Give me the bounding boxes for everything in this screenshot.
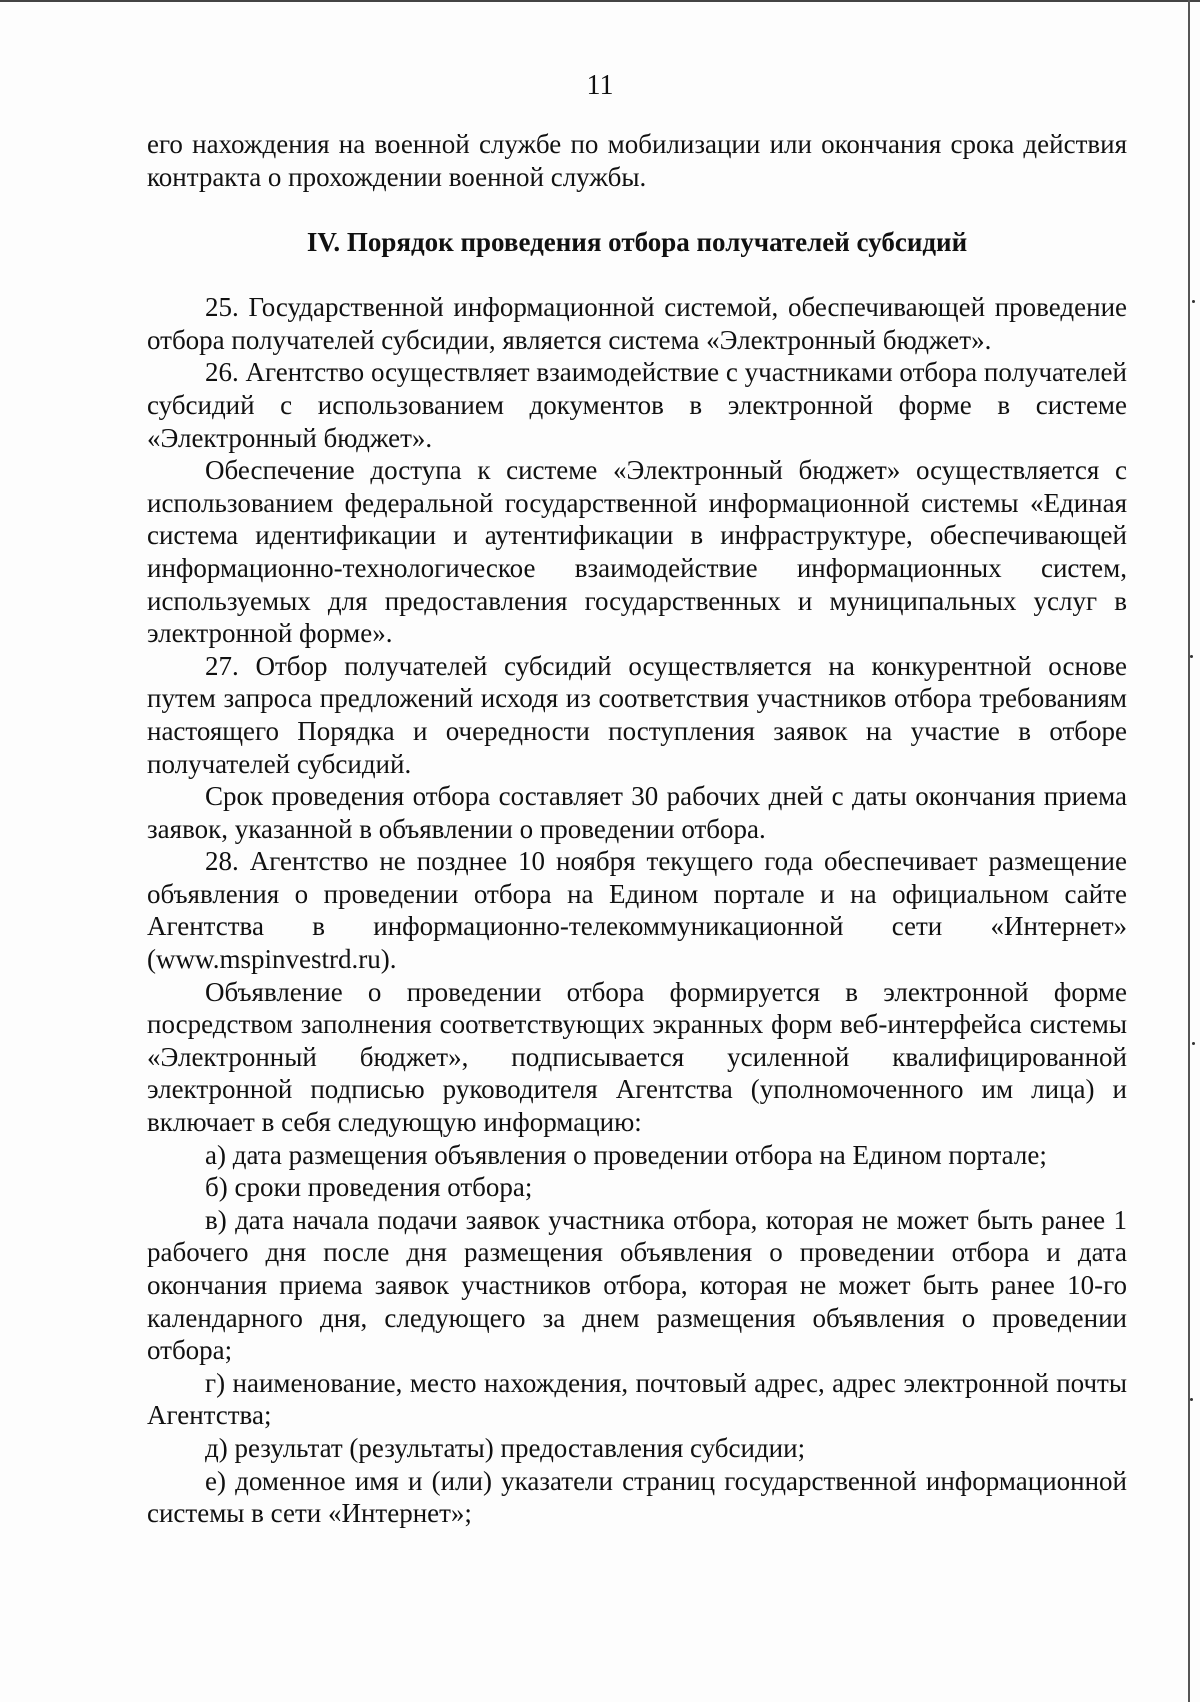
section-heading: IV. Порядок проведения отбора получателей субсидий — [306, 227, 968, 258]
scan-speck — [1190, 655, 1193, 658]
list-item-e: е) доменное имя и (или) указатели страниц государственной информационной системы в сети «Интернет»; — [147, 1465, 1127, 1529]
list-item-d: д) результат (результаты) предоставления субсидии; — [205, 1432, 806, 1463]
scan-speck — [1192, 300, 1195, 303]
paragraph-27: 27. Отбор получателей субсидий осуществляется на конкурентной основе путем запроса предложений исходя из соответствия участников отбора требованиям настоящего Порядка и очередности поступления заявок на участие в отборе получателей субсидий. — [147, 650, 1127, 779]
paragraph-28: 28. Агентство не позднее 10 ноября текущего года обеспечивает размещение объявления о проведении отбора на Едином портале и на официальном сайте Агентства в информационно-телекоммуникационной сети «Интернет» (www.mspinvestrd.ru). — [147, 846, 1127, 975]
continuation-paragraph: его нахождения на военной службе по мобилизации или окончания срока действия контракта о прохождении военной службы. — [147, 129, 1127, 192]
scan-edge-right — [1188, 0, 1190, 1702]
page-number: 11 — [586, 70, 614, 101]
paragraph-26-access: Обеспечение доступа к системе «Электронный бюджет» осуществляется с использованием федеральной государственной информационной системы «Единая система идентификации и аутентификации в инфраструктуре, обеспечивающей информационно-технологическое взаимодействие информационных систем, используемых для предоставления государственных и муниципальных услуг в электронной форме». — [147, 455, 1127, 649]
paragraph-26: 26. Агентство осуществляет взаимодействие с участниками отбора получателей субсидий с использованием документов в электронной форме в системе «Электронный бюджет». — [147, 357, 1127, 453]
document-body — [147, 128, 1127, 1530]
scan-speck — [1190, 1398, 1193, 1401]
scan-edge-top — [0, 0, 1200, 2]
paragraph-28-announcement: Объявление о проведении отбора формируется в электронной форме посредством заполнения соответствующих экранных форм веб-интерфейса системы «Электронный бюджет», подписывается усиленной квалифицированной электронной подписью руководителя Агентства (уполномоченного им лица) и включает в себя следующую информацию: — [147, 976, 1127, 1138]
list-item-a: а) дата размещения объявления о проведении отбора на Едином портале; — [205, 1139, 1047, 1170]
scan-speck — [1192, 1042, 1195, 1045]
list-item-b: б) сроки проведения отбора; — [205, 1172, 533, 1203]
paragraph-25: 25. Государственной информационной системой, обеспечивающей проведение отбора получателей субсидии, является система «Электронный бюджет». — [147, 292, 1127, 355]
list-item-g: г) наименование, место нахождения, почтовый адрес, адрес электронной почты Агентства; — [147, 1367, 1127, 1431]
list-item-v: в) дата начала подачи заявок участника отбора, которая не может быть ранее 1 рабочего дня после дня размещения объявления о проведении отбора и дата окончания приема заявок участников отбора, которая не может быть ранее 10-го календарного дня, следующего за днем размещения объявления о проведении отбора; — [147, 1204, 1127, 1366]
paragraph-27-term: Срок проведения отбора составляет 30 рабочих дней с даты окончания приема заявок, указанной в объявлении о проведении отбора. — [147, 781, 1127, 844]
